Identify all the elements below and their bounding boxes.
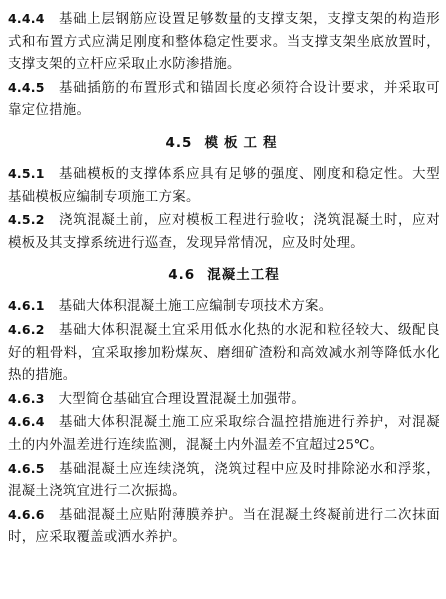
clause-number: 4.6.2 (8, 321, 45, 337)
clause-4-6-6 (8, 504, 440, 550)
clause-text: 基础模板的支撑体系应具有足够的强度、刚度和稳定性。大型基础模板应编制专项施工方案。 (8, 166, 440, 205)
clause-4-6-2 (8, 319, 440, 388)
section-title: 模板工程 (204, 134, 283, 151)
clause-4-6-3 (8, 388, 440, 412)
clause-number: 4.6.5 (8, 460, 45, 476)
clause-text: 基础大体积混凝土施工应采取综合温控措施进行养护，对混凝土的内外温差进行连续监测，混凝土内外温差不宜超过25℃。 (8, 415, 440, 453)
clause-4-5-1 (8, 163, 440, 209)
clause-number: 4.6.4 (8, 414, 45, 430)
clause-4-5-2 (8, 209, 440, 255)
clause-number: 4.4.4 (8, 11, 45, 26)
clause-text: 基础混凝土应贴附薄膜养护。当在混凝土终凝前进行二次抹面时，应采取覆盖或洒水养护。 (8, 507, 440, 546)
clause-text: 基础大体积混凝土宜采用低水化热的水泥和粒径较大、级配良好的粗骨料，宜采取掺加粉煤灰、磨细矿渣粉和高效减水剂等降低水化热的措施。 (8, 322, 440, 384)
clause-text: 基础大体积混凝土施工应编制专项技术方案。 (58, 299, 333, 315)
clause-4-6-1 (8, 295, 440, 319)
clause-number: 4.5.1 (8, 165, 45, 181)
clause-number: 4.6.1 (8, 298, 45, 314)
clause-text: 大型简仓基础宜合理设置混凝土加强带。 (58, 391, 306, 407)
clause-4-4-5 (8, 77, 440, 123)
clause-number: 4.6.3 (8, 390, 45, 406)
section-heading-4-5 (8, 132, 440, 154)
clause-text: 浇筑混凝土前，应对模板工程进行验收；浇筑混凝土时，应对模板及其支撑系统进行巡查，发现异常情况，应及时处理。 (8, 213, 440, 251)
clause-number: 4.5.2 (8, 212, 45, 228)
section-heading-4-6 (8, 264, 440, 286)
clause-text: 基础插筋的布置形式和锚固长度必须符合设计要求，并采取可靠定位措施。 (8, 80, 440, 119)
section-number: 4.6 (168, 267, 196, 284)
clause-4-6-5 (8, 458, 440, 504)
section-number: 4.5 (165, 134, 193, 151)
clause-number: 4.6.6 (8, 506, 45, 522)
clause-4-6-4 (8, 411, 440, 457)
clause-text: 基础上层钢筋应设置足够数量的支撑支架，支撑支架的构造形式和布置方式应满足刚度和整体稳定性要求。当支撑支架坐底放置时，支撑支架的立杆应采取止水防渗措施。 (8, 12, 440, 73)
clause-number: 4.4.5 (8, 79, 45, 95)
clause-text: 基础混凝土应连续浇筑，浇筑过程中应及时排除泌水和浮浆，混凝土浇筑宜进行二次振捣。 (8, 461, 440, 500)
section-title: 混凝土工程 (207, 267, 280, 284)
clause-4-4-4 (8, 8, 440, 77)
